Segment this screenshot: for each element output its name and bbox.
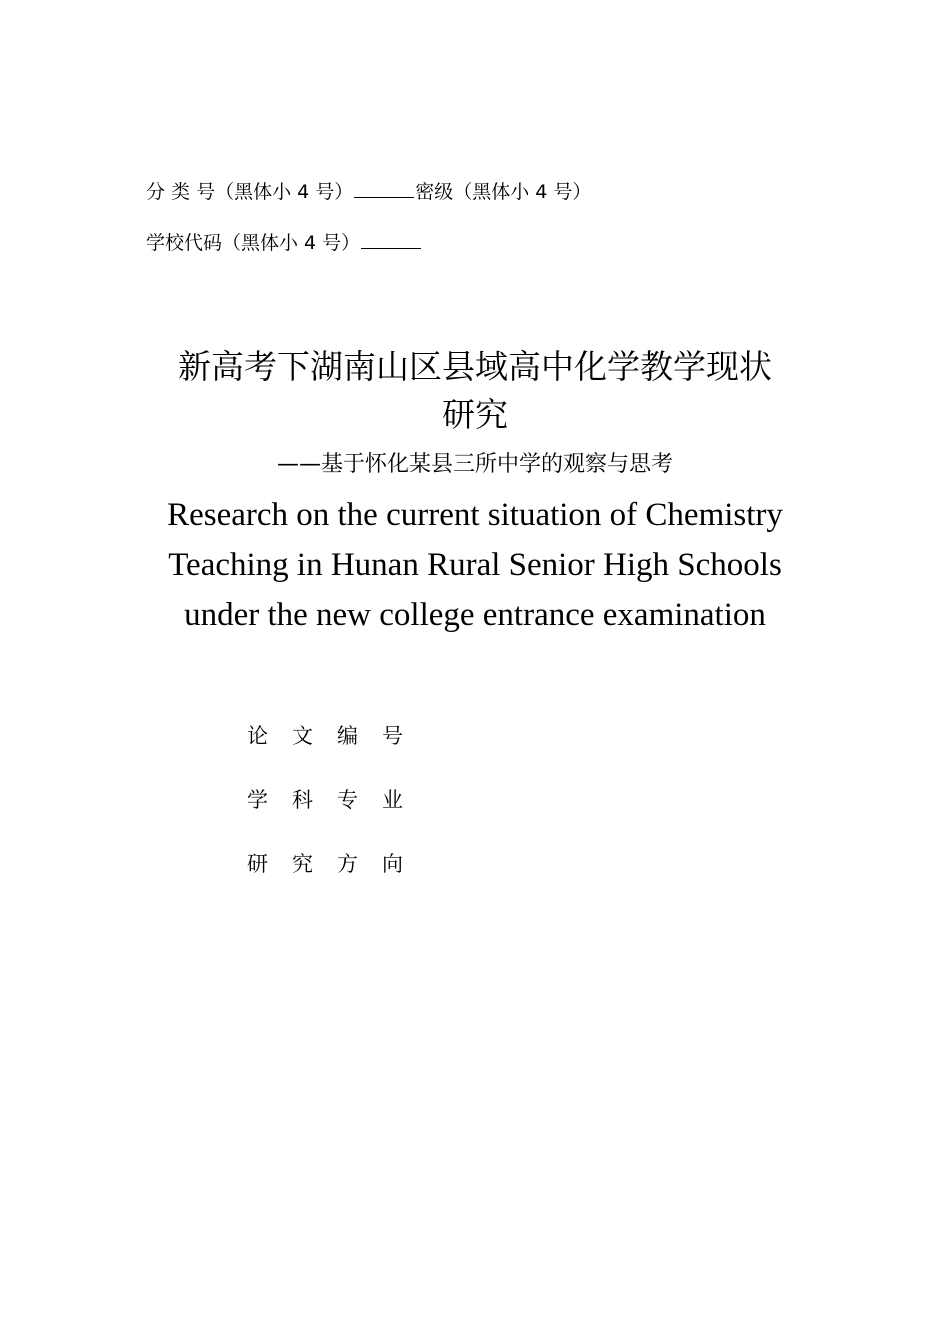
classification-label: 分 类 号（黑体小 4 号）	[146, 181, 354, 203]
discipline-char: 专	[337, 788, 358, 812]
chinese-title-line-1: 新高考下湖南山区县域高中化学教学现状	[178, 347, 772, 386]
school-code-line	[146, 229, 422, 255]
english-title-line-1: Research on the current situation of Chemistry	[167, 497, 783, 533]
discipline-char: 业	[382, 788, 403, 812]
classification-blank	[354, 178, 414, 198]
chinese-title	[130, 343, 820, 439]
thesis-number-char: 号	[382, 724, 403, 748]
thesis-number-char: 编	[337, 724, 358, 748]
secrecy-label: 密级（黑体小 4 号）	[415, 181, 592, 203]
research-direction-char: 究	[292, 852, 313, 876]
research-direction-field	[247, 848, 427, 912]
thesis-number-field	[247, 720, 427, 784]
english-title-line-2: Teaching in Hunan Rural Senior High Schools	[168, 547, 782, 583]
chinese-subtitle: ——基于怀化某县三所中学的观察与思考	[276, 452, 673, 477]
research-direction-char: 方	[337, 852, 358, 876]
school-code-blank	[361, 229, 421, 249]
discipline-char: 科	[292, 788, 313, 812]
discipline-field	[247, 784, 427, 848]
classification-line	[146, 178, 591, 204]
research-direction-char: 向	[382, 852, 403, 876]
info-fields	[247, 720, 427, 912]
school-code-label: 学校代码（黑体小 4 号）	[146, 232, 361, 254]
chinese-title-line-2: 研究	[442, 395, 508, 434]
research-direction-char: 研	[247, 852, 268, 876]
english-title-line-3: under the new college entrance examination	[184, 597, 766, 633]
english-title	[120, 490, 830, 640]
thesis-number-char: 论	[247, 724, 268, 748]
thesis-number-char: 文	[292, 724, 313, 748]
discipline-char: 学	[247, 788, 268, 812]
